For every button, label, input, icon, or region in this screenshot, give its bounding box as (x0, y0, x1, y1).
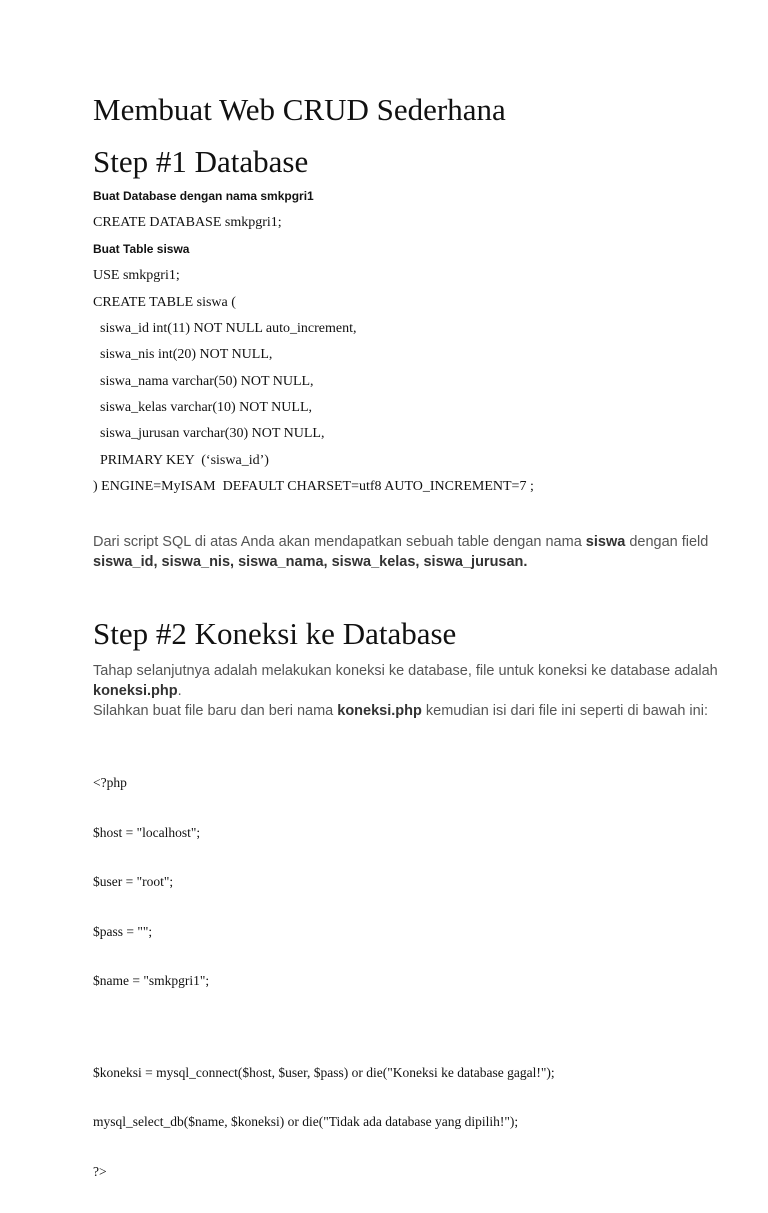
desc-table-name: siswa (585, 534, 626, 550)
step1-description (93, 532, 723, 572)
php-code-block (93, 742, 555, 1213)
para-text: . (177, 683, 182, 699)
label-create-table: Buat Table siswa (93, 242, 190, 256)
sql-line: CREATE TABLE siswa ( (93, 295, 236, 310)
sql-line: siswa_nama varchar(50) NOT NULL, (93, 374, 314, 389)
sql-line: siswa_nis int(20) NOT NULL, (93, 347, 273, 362)
php-line: $host = "localhost"; (93, 824, 201, 840)
sql-line: siswa_id int(11) NOT NULL auto_increment, (93, 321, 357, 336)
para-text: Tahap selanjutnya adalah melakukan koneksi ke database, file untuk koneksi ke database adalah (93, 663, 718, 679)
step2-paragraph-2 (93, 701, 723, 721)
php-line: $user = "root"; (93, 874, 174, 889)
sql-line: siswa_jurusan varchar(30) NOT NULL, (93, 426, 325, 441)
create-database-statement: CREATE DATABASE smkpgri1; (93, 215, 282, 230)
para-text: Silahkan buat file baru dan beri nama (93, 703, 338, 719)
php-line: mysql_select_db($name, $koneksi) or die("Tidak ada database yang dipilih!"); (93, 1114, 519, 1129)
desc-field-list: siswa_id, siswa_nis, siswa_nama, siswa_kelas, siswa_jurusan. (93, 554, 528, 570)
php-line: $pass = ""; (93, 923, 153, 939)
para-text: kemudian isi dari file ini seperti di bawah ini: (421, 703, 708, 719)
step1-heading: Step #1 Database (93, 144, 309, 179)
sql-line: PRIMARY KEY (‘siswa_id’) (93, 453, 269, 468)
php-line: ?> (93, 1163, 107, 1179)
document-title: Membuat Web CRUD Sederhana (93, 92, 506, 127)
desc-text: dengan field (625, 534, 709, 550)
label-create-database: Buat Database dengan nama smkpgri1 (93, 189, 314, 203)
file-name: koneksi.php (93, 683, 178, 699)
step2-paragraph-1 (93, 661, 723, 701)
step2-heading: Step #2 Koneksi ke Database (93, 616, 457, 651)
php-line: <?php (93, 775, 127, 790)
sql-line: ) ENGINE=MyISAM DEFAULT CHARSET=utf8 AUTO_INCREMENT=7 ; (93, 479, 534, 494)
file-name: koneksi.php (337, 703, 422, 719)
sql-line: USE smkpgri1; (93, 268, 180, 283)
sql-line: siswa_kelas varchar(10) NOT NULL, (93, 400, 313, 415)
desc-text: Dari script SQL di atas Anda akan mendapatkan sebuah table dengan nama (93, 534, 586, 550)
php-line: $name = "smkpgri1"; (93, 973, 210, 988)
php-line: $koneksi = mysql_connect($host, $user, $pass) or die("Koneksi ke database gagal!"); (93, 1064, 555, 1080)
